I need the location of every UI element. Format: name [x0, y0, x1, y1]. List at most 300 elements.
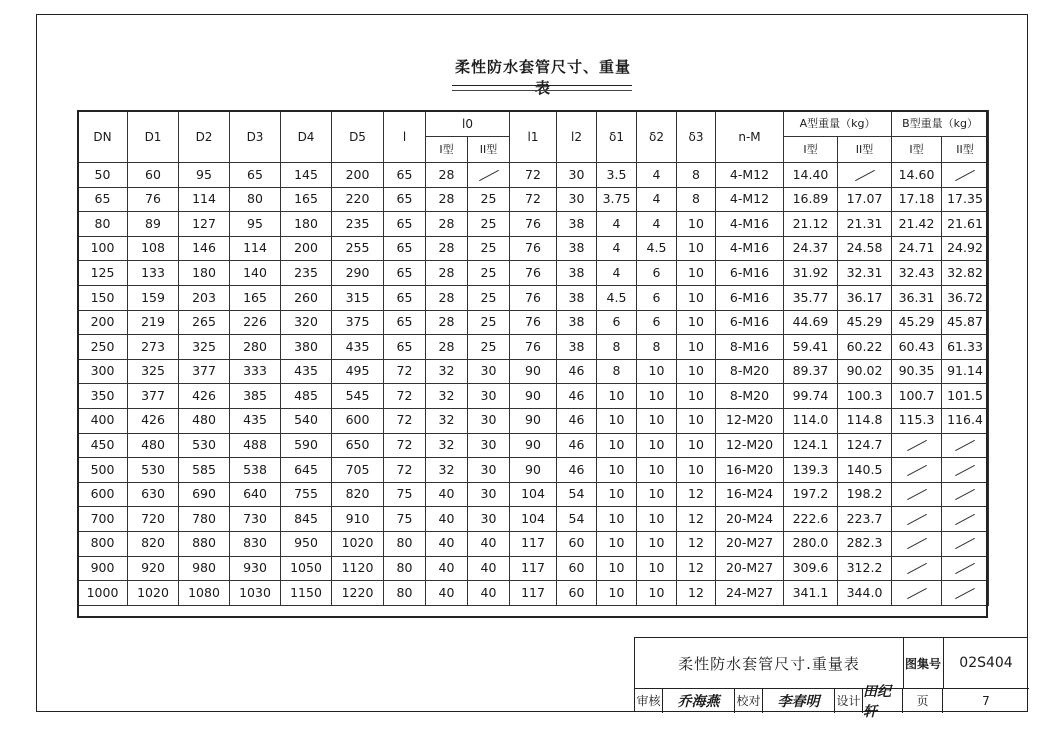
table-cell: 24-M27 [716, 581, 784, 606]
table-cell: 1150 [281, 581, 332, 606]
not-applicable-dash [955, 563, 975, 574]
table-row [78, 359, 989, 384]
table-cell: 38 [557, 212, 597, 237]
table-cell: 75 [384, 482, 426, 507]
table-cell: 12-M20 [716, 408, 784, 433]
table-cell: 101.5 [942, 384, 989, 409]
table-cell: 140 [230, 261, 281, 286]
table-cell: 80 [78, 212, 128, 237]
table-row [78, 507, 989, 532]
table-cell: 38 [557, 310, 597, 335]
table-cell: 124.1 [784, 433, 838, 458]
table-cell: 645 [281, 458, 332, 483]
table-cell: 4 [597, 212, 637, 237]
title-underline-thin [452, 90, 632, 91]
table-cell: 32 [426, 359, 468, 384]
table-cell: 273 [128, 335, 179, 360]
table-cell: 344.0 [838, 581, 892, 606]
table-cell: 4 [637, 212, 677, 237]
table-cell: 219 [128, 310, 179, 335]
table-cell: 40 [426, 556, 468, 581]
table-cell: 30 [468, 458, 510, 483]
table-cell [942, 482, 989, 507]
table-cell: 40 [426, 581, 468, 606]
table-cell: 8 [597, 359, 637, 384]
table-cell: 1120 [332, 556, 384, 581]
table-cell: 10 [637, 433, 677, 458]
table-cell: 8 [677, 163, 716, 188]
table-cell: 10 [677, 261, 716, 286]
table-cell: 12-M20 [716, 433, 784, 458]
table-cell: 21.42 [892, 212, 942, 237]
table-cell [942, 433, 989, 458]
table-cell: 12 [677, 556, 716, 581]
table-cell: 30 [557, 187, 597, 212]
col-header-d5: D5 [332, 111, 384, 163]
table-cell: 200 [78, 310, 128, 335]
table-cell: 426 [179, 384, 230, 409]
table-cell: 145 [281, 163, 332, 188]
not-applicable-dash [955, 514, 975, 525]
design-signature: 田纪轩 [863, 688, 903, 713]
table-cell: 40 [426, 507, 468, 532]
table-cell: 480 [179, 408, 230, 433]
table-cell: 114.0 [784, 408, 838, 433]
table-cell: 309.6 [784, 556, 838, 581]
table-cell: 24.92 [942, 236, 989, 261]
col-header-l0-type-i: I型 [426, 137, 468, 163]
table-cell: 59.41 [784, 335, 838, 360]
table-cell: 31.92 [784, 261, 838, 286]
table-cell: 17.35 [942, 187, 989, 212]
table-cell: 28 [426, 310, 468, 335]
header-row-1 [78, 111, 989, 137]
table-cell: 89 [128, 212, 179, 237]
table-cell [838, 163, 892, 188]
page-label: 页 [903, 688, 943, 713]
table-cell: 690 [179, 482, 230, 507]
table-cell [942, 458, 989, 483]
table-cell: 76 [128, 187, 179, 212]
table-cell: 40 [426, 531, 468, 556]
table-cell: 1020 [128, 581, 179, 606]
table-cell: 75 [384, 507, 426, 532]
table-cell: 500 [78, 458, 128, 483]
table-cell: 54 [557, 507, 597, 532]
table-cell: 255 [332, 236, 384, 261]
table-cell: 20-M24 [716, 507, 784, 532]
table-cell: 165 [230, 285, 281, 310]
table-cell: 30 [468, 384, 510, 409]
table-cell: 450 [78, 433, 128, 458]
table-cell: 25 [468, 187, 510, 212]
dimension-weight-table [77, 110, 989, 606]
table-cell: 28 [426, 212, 468, 237]
not-applicable-dash [955, 169, 975, 180]
table-cell: 46 [557, 359, 597, 384]
table-cell: 10 [637, 556, 677, 581]
review-signature: 乔海燕 [663, 688, 735, 713]
table-row [78, 384, 989, 409]
table-cell: 290 [332, 261, 384, 286]
table-cell: 6 [637, 285, 677, 310]
table-cell: 76 [510, 261, 557, 286]
table-cell: 133 [128, 261, 179, 286]
table-cell: 8-M20 [716, 384, 784, 409]
table-cell: 220 [332, 187, 384, 212]
table-cell [892, 482, 942, 507]
table-cell: 30 [468, 359, 510, 384]
table-cell: 28 [426, 285, 468, 310]
table-cell: 6 [637, 261, 677, 286]
table-cell: 38 [557, 285, 597, 310]
col-header-a-type-ii: II型 [838, 137, 892, 163]
col-header-b-type-i: I型 [892, 137, 942, 163]
table-cell: 72 [384, 408, 426, 433]
table-cell: 100.7 [892, 384, 942, 409]
table-cell: 755 [281, 482, 332, 507]
table-cell: 540 [281, 408, 332, 433]
table-cell: 780 [179, 507, 230, 532]
table-cell: 30 [468, 482, 510, 507]
not-applicable-dash [955, 588, 975, 599]
table-cell: 72 [384, 359, 426, 384]
table-cell: 6 [637, 310, 677, 335]
table-cell: 435 [281, 359, 332, 384]
table-cell: 4-M12 [716, 187, 784, 212]
table-cell: 333 [230, 359, 281, 384]
table-cell [942, 531, 989, 556]
table-cell: 800 [78, 531, 128, 556]
col-header-b-type-ii: II型 [942, 137, 989, 163]
table-cell: 20-M27 [716, 556, 784, 581]
table-cell: 30 [468, 408, 510, 433]
table-cell: 197.2 [784, 482, 838, 507]
table-cell: 312.2 [838, 556, 892, 581]
col-header-dn: DN [78, 111, 128, 163]
table-cell: 20-M27 [716, 531, 784, 556]
table-cell: 10 [637, 458, 677, 483]
table-cell: 10 [637, 507, 677, 532]
table-cell: 32 [426, 433, 468, 458]
table-cell: 600 [78, 482, 128, 507]
table-cell: 65 [230, 163, 281, 188]
table-cell: 8-M20 [716, 359, 784, 384]
table-cell: 265 [179, 310, 230, 335]
table-cell: 80 [230, 187, 281, 212]
table-cell: 350 [78, 384, 128, 409]
table-cell: 72 [510, 187, 557, 212]
table-cell: 630 [128, 482, 179, 507]
table-cell [892, 531, 942, 556]
table-cell: 6 [597, 310, 637, 335]
table-cell: 21.12 [784, 212, 838, 237]
table-cell: 30 [557, 163, 597, 188]
table-cell: 10 [677, 359, 716, 384]
table-cell: 920 [128, 556, 179, 581]
table-cell: 104 [510, 482, 557, 507]
table-cell: 40 [468, 556, 510, 581]
table-cell: 4-M12 [716, 163, 784, 188]
table-cell: 590 [281, 433, 332, 458]
table-cell: 90.02 [838, 359, 892, 384]
table-cell: 1030 [230, 581, 281, 606]
table-cell: 114.8 [838, 408, 892, 433]
table-cell: 830 [230, 531, 281, 556]
table-cell: 60 [557, 581, 597, 606]
table-cell: 426 [128, 408, 179, 433]
table-cell: 12 [677, 482, 716, 507]
table-cell: 530 [179, 433, 230, 458]
table-cell: 65 [384, 163, 426, 188]
table-cell: 116.4 [942, 408, 989, 433]
table-cell: 6-M16 [716, 261, 784, 286]
table-cell: 76 [510, 236, 557, 261]
table-cell: 90.35 [892, 359, 942, 384]
table-cell: 72 [384, 458, 426, 483]
table-cell: 46 [557, 384, 597, 409]
table-cell: 545 [332, 384, 384, 409]
table-cell: 10 [677, 335, 716, 360]
not-applicable-dash [907, 538, 927, 549]
table-cell [942, 581, 989, 606]
check-label: 校对 [735, 688, 763, 713]
table-cell: 65 [384, 236, 426, 261]
table-cell [892, 433, 942, 458]
table-cell: 10 [597, 433, 637, 458]
col-header-d1: D1 [128, 111, 179, 163]
table-cell: 10 [677, 384, 716, 409]
table-cell: 10 [637, 384, 677, 409]
table-cell: 10 [637, 482, 677, 507]
table-cell: 235 [281, 261, 332, 286]
table-cell: 140.5 [838, 458, 892, 483]
table-cell: 10 [637, 408, 677, 433]
table-cell: 950 [281, 531, 332, 556]
table-cell: 90 [510, 359, 557, 384]
table-cell: 32 [426, 458, 468, 483]
table-cell: 21.61 [942, 212, 989, 237]
atlas-number-label: 图集号 [903, 638, 944, 689]
col-header-l0-type-ii: II型 [468, 137, 510, 163]
table-cell: 24.58 [838, 236, 892, 261]
table-cell: 10 [597, 458, 637, 483]
table-cell: 280.0 [784, 531, 838, 556]
table-cell: 17.07 [838, 187, 892, 212]
table-cell: 4-M16 [716, 236, 784, 261]
table-cell: 377 [128, 384, 179, 409]
table-cell: 1080 [179, 581, 230, 606]
table-cell: 65 [384, 285, 426, 310]
table-cell: 495 [332, 359, 384, 384]
table-cell: 28 [426, 187, 468, 212]
table-cell: 32.31 [838, 261, 892, 286]
table-cell: 80 [384, 531, 426, 556]
table-cell: 21.31 [838, 212, 892, 237]
table-row [78, 285, 989, 310]
table-row [78, 531, 989, 556]
table-cell: 380 [281, 335, 332, 360]
table-cell: 930 [230, 556, 281, 581]
table-cell: 40 [426, 482, 468, 507]
table-cell: 44.69 [784, 310, 838, 335]
table-cell: 60 [557, 556, 597, 581]
table-cell: 10 [597, 408, 637, 433]
table-cell: 114 [230, 236, 281, 261]
table-cell: 95 [179, 163, 230, 188]
table-cell: 60 [128, 163, 179, 188]
table-cell: 16.89 [784, 187, 838, 212]
table-cell: 282.3 [838, 531, 892, 556]
table-cell: 61.33 [942, 335, 989, 360]
table-cell: 435 [332, 335, 384, 360]
not-applicable-dash [907, 440, 927, 451]
table-cell: 12 [677, 581, 716, 606]
table-cell: 46 [557, 433, 597, 458]
table-row [78, 236, 989, 261]
table-cell: 80 [384, 581, 426, 606]
table-cell: 25 [468, 335, 510, 360]
table-cell: 65 [384, 310, 426, 335]
table-cell: 315 [332, 285, 384, 310]
table-cell: 6-M16 [716, 310, 784, 335]
not-applicable-dash [955, 465, 975, 476]
table-cell: 45.87 [942, 310, 989, 335]
table-cell: 72 [510, 163, 557, 188]
not-applicable-dash [955, 489, 975, 500]
table-cell: 32 [426, 384, 468, 409]
col-header-d2: D2 [179, 111, 230, 163]
table-cell: 32.82 [942, 261, 989, 286]
not-applicable-dash [955, 440, 975, 451]
table-cell: 17.18 [892, 187, 942, 212]
not-applicable-dash [907, 588, 927, 599]
table-cell: 4.5 [597, 285, 637, 310]
table-cell: 250 [78, 335, 128, 360]
table-cell: 280 [230, 335, 281, 360]
table-cell: 16-M20 [716, 458, 784, 483]
table-cell: 45.29 [892, 310, 942, 335]
table-cell: 226 [230, 310, 281, 335]
table-cell: 705 [332, 458, 384, 483]
table-cell: 325 [179, 335, 230, 360]
not-applicable-dash [907, 489, 927, 500]
table-cell: 375 [332, 310, 384, 335]
table-row [78, 261, 989, 286]
table-cell: 40 [468, 581, 510, 606]
table-row [78, 556, 989, 581]
table-cell: 35.77 [784, 285, 838, 310]
table-cell: 485 [281, 384, 332, 409]
table-cell: 104 [510, 507, 557, 532]
table-cell: 24.37 [784, 236, 838, 261]
table-cell: 223.7 [838, 507, 892, 532]
table-cell [942, 556, 989, 581]
table-cell: 16-M24 [716, 482, 784, 507]
table-cell: 300 [78, 359, 128, 384]
table-cell: 127 [179, 212, 230, 237]
table-cell: 90 [510, 384, 557, 409]
check-signature: 李春明 [763, 688, 835, 713]
table-row [78, 458, 989, 483]
table-cell: 320 [281, 310, 332, 335]
col-header-delta2: δ2 [637, 111, 677, 163]
table-cell: 76 [510, 285, 557, 310]
table-cell: 10 [677, 458, 716, 483]
table-cell: 222.6 [784, 507, 838, 532]
table-cell: 640 [230, 482, 281, 507]
col-header-d3: D3 [230, 111, 281, 163]
table-cell: 25 [468, 212, 510, 237]
col-header-l: l [384, 111, 426, 163]
table-cell: 3.75 [597, 187, 637, 212]
table-cell: 139.3 [784, 458, 838, 483]
atlas-number: 02S404 [943, 638, 1029, 689]
table-cell: 910 [332, 507, 384, 532]
table-cell: 10 [677, 285, 716, 310]
table-row [78, 433, 989, 458]
table-cell: 14.40 [784, 163, 838, 188]
table-cell: 24.71 [892, 236, 942, 261]
table-cell [892, 458, 942, 483]
table-cell [892, 556, 942, 581]
table-cell: 28 [426, 236, 468, 261]
table-cell: 90 [510, 433, 557, 458]
page-title: 柔性防水套管尺寸、重量表 [454, 58, 631, 97]
table-cell: 180 [179, 261, 230, 286]
table-cell: 25 [468, 285, 510, 310]
table-cell: 10 [597, 531, 637, 556]
table-cell: 25 [468, 236, 510, 261]
table-cell: 25 [468, 310, 510, 335]
table-cell: 10 [597, 482, 637, 507]
table-cell: 198.2 [838, 482, 892, 507]
table-cell: 25 [468, 261, 510, 286]
table-cell: 95 [230, 212, 281, 237]
table-row [78, 482, 989, 507]
table-cell: 845 [281, 507, 332, 532]
table-cell: 32.43 [892, 261, 942, 286]
table-cell: 200 [332, 163, 384, 188]
table-cell: 4 [597, 236, 637, 261]
table-cell: 125 [78, 261, 128, 286]
table-row [78, 212, 989, 237]
table-cell: 32 [426, 408, 468, 433]
col-header-a-type-i: I型 [784, 137, 838, 163]
table-cell: 38 [557, 335, 597, 360]
table-cell: 530 [128, 458, 179, 483]
table-cell: 30 [468, 433, 510, 458]
table-cell: 124.7 [838, 433, 892, 458]
table-cell [468, 163, 510, 188]
table-cell: 720 [128, 507, 179, 532]
table-cell: 45.29 [838, 310, 892, 335]
table-cell: 900 [78, 556, 128, 581]
col-header-type-b-weight: B型重量（kg） [892, 111, 989, 137]
table-cell: 4-M16 [716, 212, 784, 237]
table-cell: 36.17 [838, 285, 892, 310]
table-cell: 820 [128, 531, 179, 556]
table-cell: 325 [128, 359, 179, 384]
not-applicable-dash [907, 563, 927, 574]
table-cell: 54 [557, 482, 597, 507]
not-applicable-dash [955, 538, 975, 549]
table-cell: 60 [557, 531, 597, 556]
table-cell: 235 [332, 212, 384, 237]
not-applicable-dash [855, 169, 875, 180]
col-header-delta3: δ3 [677, 111, 716, 163]
table-cell: 820 [332, 482, 384, 507]
